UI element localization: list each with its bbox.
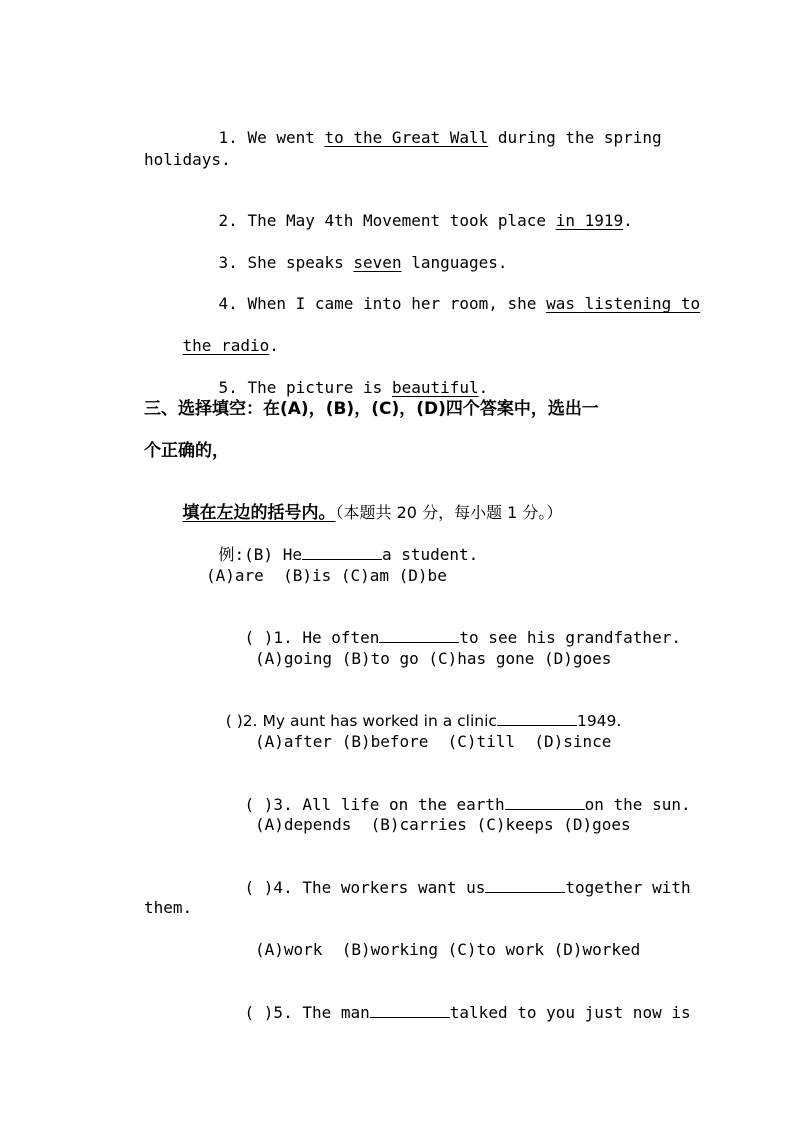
question-3 [206, 774, 691, 814]
question-text: The workers want us [302, 878, 486, 897]
sentence-5 [180, 358, 489, 397]
question-text: talked to you just now is [449, 1003, 691, 1022]
section-heading-cont: 个正确的， [144, 441, 229, 461]
item-number: 3. [218, 253, 238, 272]
answer-bracket: ( )1. [244, 628, 293, 647]
sentence-text: She speaks [247, 253, 354, 272]
section-heading: 三、选择填空：在(A)，(B)，(C)，(D)四个答案中，选出一 [144, 399, 599, 419]
question-text: together with [565, 878, 691, 897]
underlined-phrase: beautiful [391, 378, 479, 397]
question-1-options: (A)going (B)to go (C)has gone (D)goes [255, 649, 612, 668]
example-question [180, 524, 479, 564]
example-prefix: 例:(B) He [218, 545, 302, 564]
sentence-text: . [623, 211, 633, 230]
question-text: The man [302, 1003, 370, 1022]
sentence-text: The May 4th Movement took place [247, 211, 556, 230]
answer-blank [379, 627, 459, 643]
answer-bracket: ( )5. [244, 1003, 293, 1022]
sentence-text: during the spring [488, 128, 662, 147]
answer-blank [370, 1002, 450, 1018]
answer-bracket: ( )3. [244, 795, 293, 814]
sentence-3 [180, 233, 508, 272]
question-4 [206, 857, 691, 897]
sentence-4 [180, 274, 701, 313]
section-instruction [144, 483, 563, 523]
sentence-text: . [478, 378, 489, 397]
answer-bracket: ( )4. [244, 878, 293, 897]
sentence-2 [180, 191, 633, 230]
underlined-phrase: in 1919 [555, 211, 624, 230]
question-1 [206, 607, 681, 647]
sentence-1 [180, 108, 662, 147]
question-text: He often [302, 628, 380, 647]
question-2 [206, 690, 622, 730]
question-text: All life on the earth [302, 795, 505, 814]
question-3-options: (A)depends (B)carries (C)keeps (D)goes [255, 815, 631, 834]
question-4-continuation: them. [144, 898, 193, 917]
instruction-bold: 填在左边的括号内。 [182, 503, 336, 523]
sentence-4-continuation [144, 316, 279, 355]
underlined-phrase: the radio [182, 336, 270, 355]
question-4-options: (A)work (B)working (C)to work (D)worked [255, 940, 641, 959]
sentence-text: When I came into her room, she [247, 294, 547, 313]
answer-blank [485, 877, 565, 893]
item-number: 4. [218, 294, 238, 313]
item-number: 2. [218, 211, 238, 230]
question-text: 1949. [576, 712, 622, 730]
answer-blank [505, 794, 585, 810]
underlined-phrase: seven [353, 253, 402, 272]
score-note: （本题共 20 分，每小题 1 分。） [335, 503, 563, 522]
example-suffix: a student. [381, 545, 479, 564]
sentence-text: languages. [401, 253, 508, 272]
question-text: My aunt has worked in a clinic [262, 712, 497, 730]
answer-blank [302, 544, 382, 560]
question-5 [206, 982, 691, 1022]
sentence-text: The picture is [247, 378, 392, 397]
underlined-phrase: was listening to [546, 294, 701, 313]
item-number: 1. [218, 128, 238, 147]
underlined-phrase: to the Great Wall [324, 128, 489, 147]
sentence-text: . [269, 336, 279, 355]
item-number: 5. [218, 378, 238, 397]
answer-blank [497, 710, 577, 726]
sentence-text: We went [247, 128, 325, 147]
question-2-options: (A)after (B)before (C)till (D)since [255, 732, 612, 751]
question-text: to see his grandfather. [459, 628, 681, 647]
question-text: on the sun. [584, 795, 691, 814]
answer-bracket: ( )2. [225, 712, 258, 730]
example-options: (A)are (B)is (C)am (D)be [206, 566, 447, 585]
sentence-1-continuation: holidays. [144, 150, 231, 169]
